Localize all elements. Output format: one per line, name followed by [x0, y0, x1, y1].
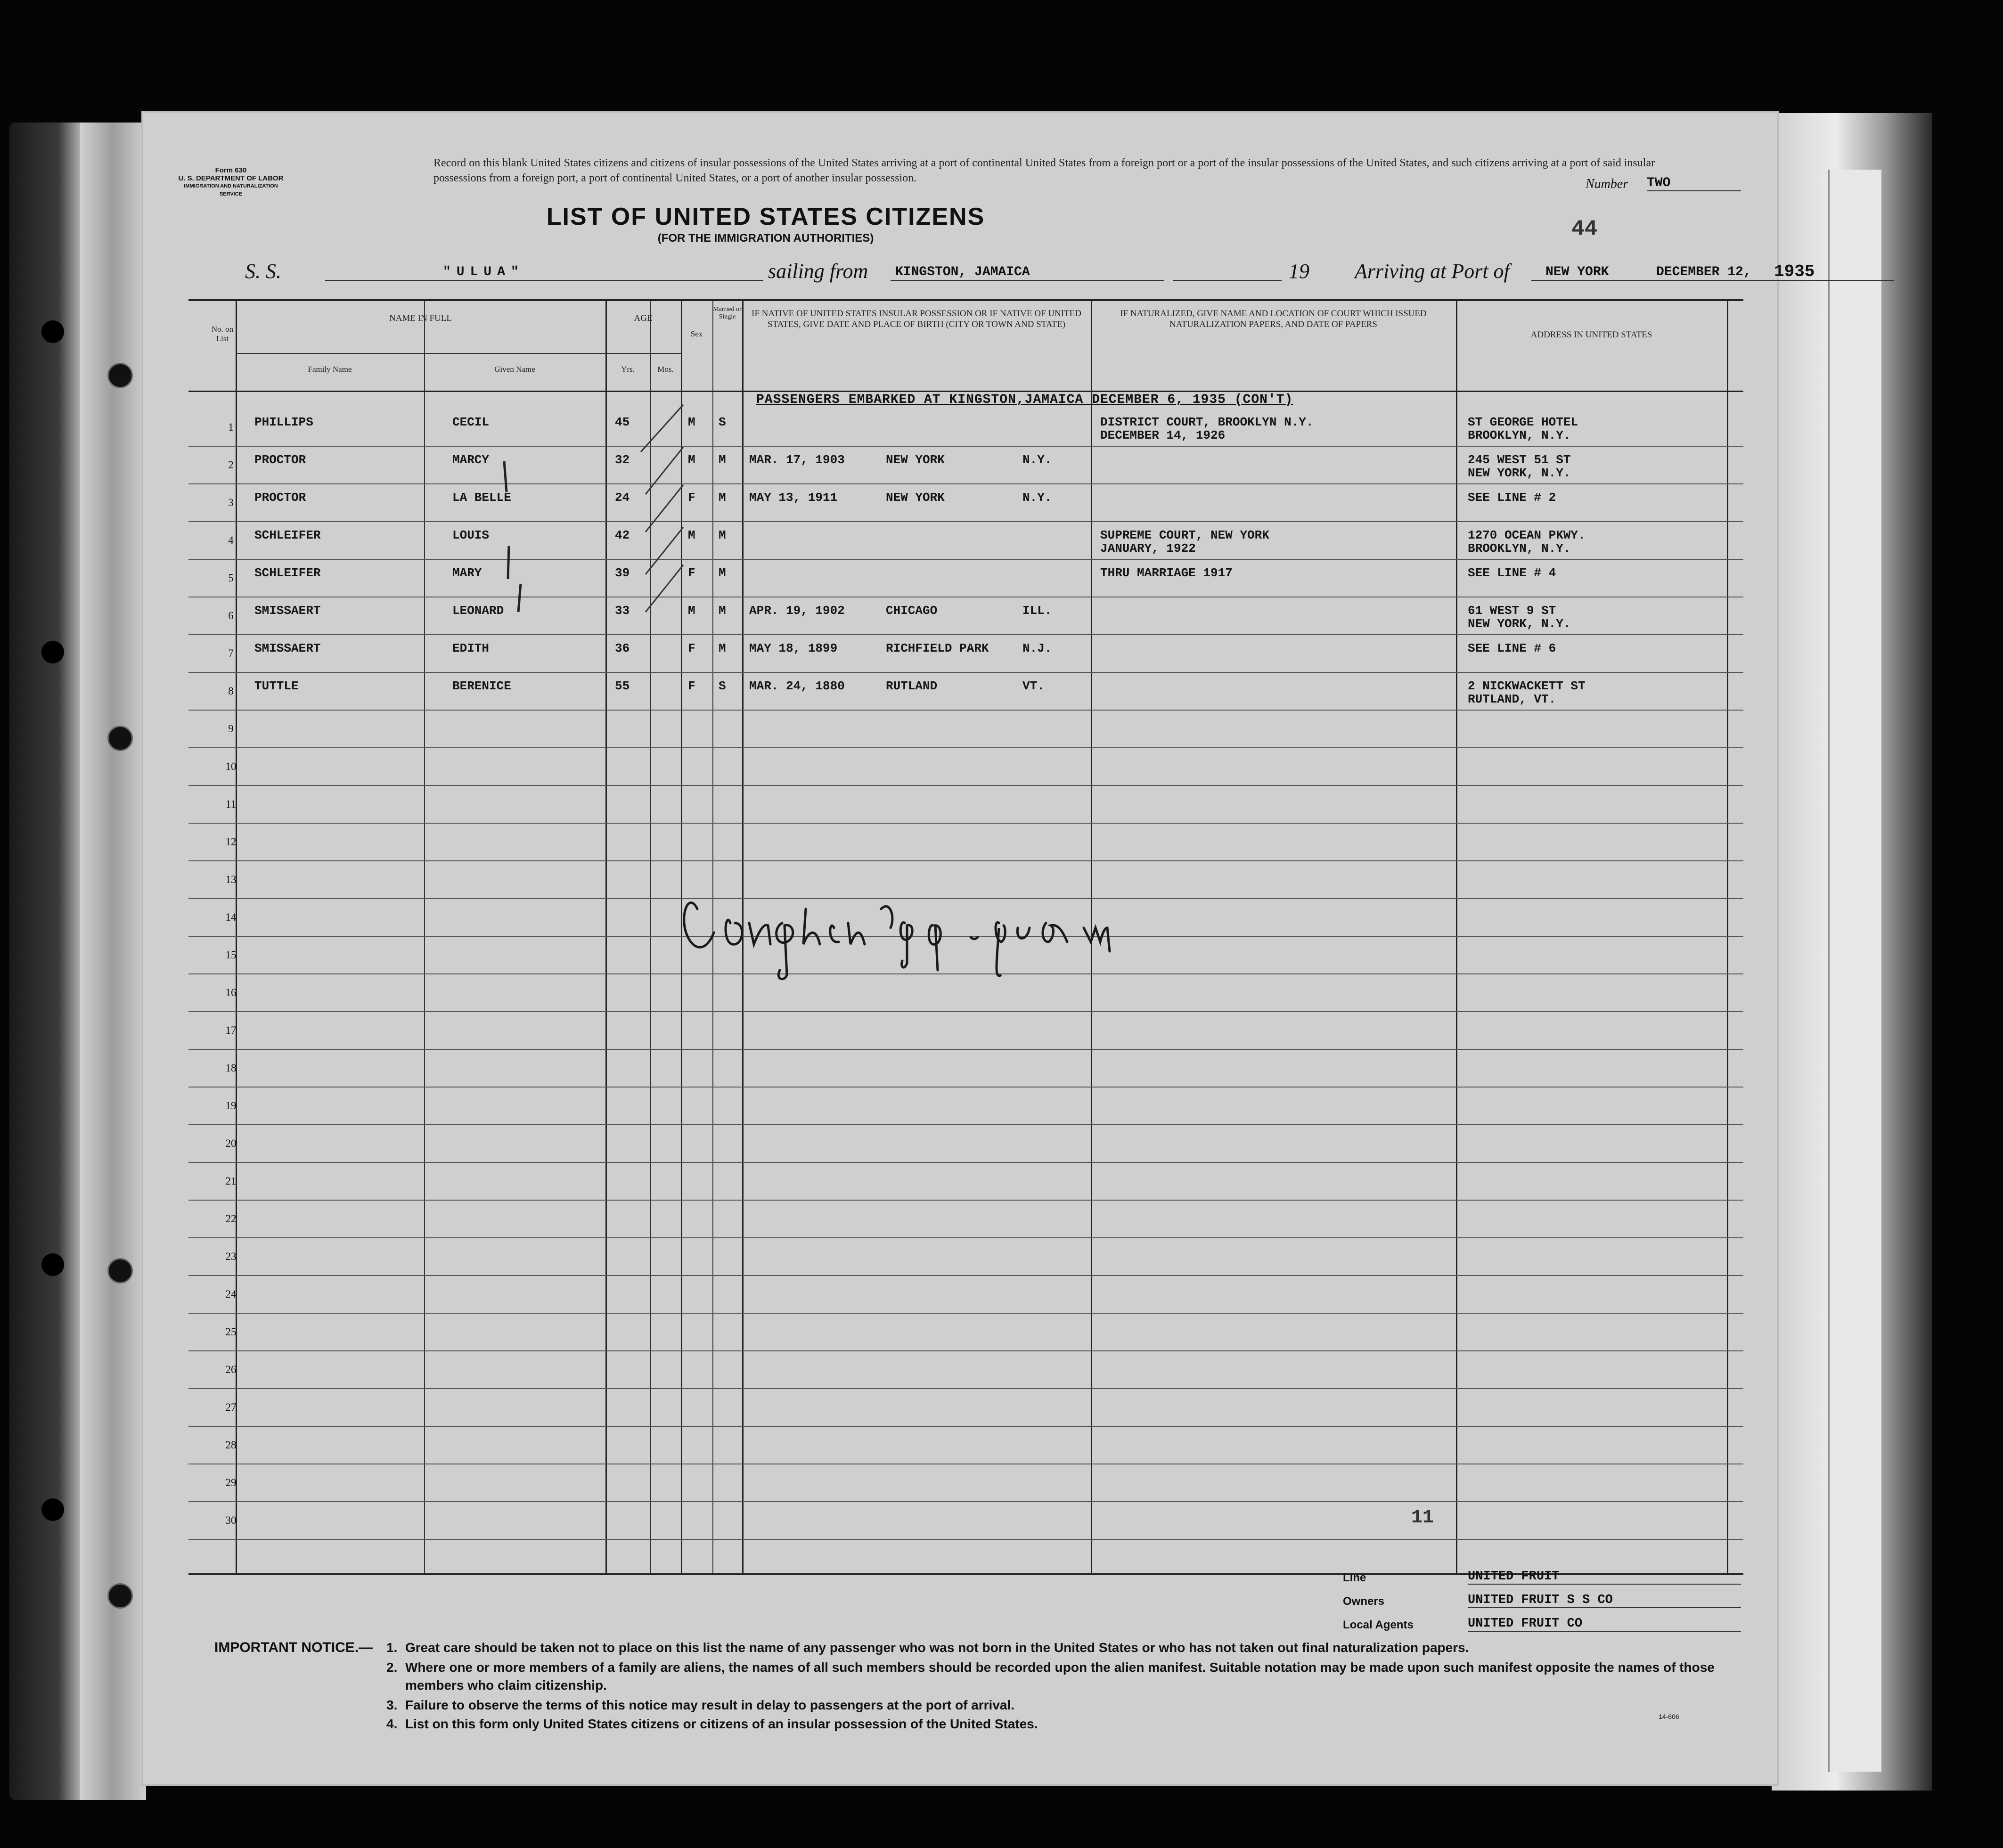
- row-number: 12: [225, 836, 237, 848]
- line-label: Line: [1343, 1571, 1366, 1584]
- cell-birth: MAR. 24, 1880: [749, 679, 845, 693]
- row-number: 22: [225, 1213, 237, 1225]
- table-row-rule: [188, 446, 1743, 447]
- row-number: 11: [225, 798, 237, 810]
- cell-given: CECIL: [452, 415, 490, 429]
- voyage-line: [245, 259, 1815, 287]
- ship-name: "ULUA": [443, 265, 524, 279]
- binder-hole: [107, 363, 133, 388]
- row-number: 28: [225, 1439, 237, 1451]
- table-row-rule: [188, 672, 1743, 673]
- table-row-rule: [188, 1313, 1743, 1314]
- row-number: 30: [225, 1514, 237, 1526]
- page-mark: 44: [1571, 217, 1598, 241]
- notice-item: 1. Great care should be taken not to place on this list the name of any passenger who was not born in the United States or who has not taken out final naturalization papers.: [386, 1640, 1469, 1655]
- age-check-marks: [631, 395, 726, 631]
- cell-place: NEW YORK: [886, 453, 945, 467]
- header-yrs: Yrs.: [621, 365, 635, 374]
- table-row-rule: [188, 1501, 1743, 1502]
- header-native: IF NATIVE OF UNITED STATES INSULAR POSSESSION OR IF NATIVE OF UNITED STATES, GIVE DATE AND PLACE OF BIRTH (CITY OR TOWN AND STATE): [752, 309, 1081, 329]
- cell-given: EDITH: [452, 641, 490, 655]
- stamp-number: 11: [1411, 1507, 1434, 1529]
- from-underline: [891, 280, 1164, 281]
- row-number: 26: [225, 1364, 237, 1375]
- cell-given: LEONARD: [452, 604, 504, 618]
- cell-ms: S: [719, 679, 726, 693]
- table-row-rule: [188, 1237, 1743, 1238]
- cell-sex: F: [688, 491, 695, 505]
- cell-address: SEE LINE # 4: [1468, 566, 1556, 580]
- cell-sex: M: [688, 453, 695, 467]
- cell-family: PROCTOR: [254, 453, 306, 467]
- year-prefix: 19: [1289, 260, 1309, 283]
- binder-page-edge: [1828, 170, 1881, 1772]
- row-number: 21: [225, 1175, 237, 1187]
- row-number: 10: [225, 760, 237, 772]
- row-number: 8: [228, 685, 234, 697]
- notice-item: 2. Where one or more members of a family are aliens, the names of all such members should be recorded upon the alien manifest. Suitable notation may be made upon such manifest opposite the names of those members who claim citizenship.: [386, 1660, 1715, 1693]
- arrival-year: 1935: [1774, 262, 1815, 281]
- arriving-label: Arriving at Port of: [1355, 260, 1510, 283]
- inspector-signature: [669, 881, 1187, 989]
- cell-place: RICHFIELD PARK: [886, 641, 989, 655]
- cell-state: N.J.: [1022, 641, 1052, 655]
- cell-birth: MAY 18, 1899: [749, 641, 838, 655]
- cell-birth: MAY 13, 1911: [749, 491, 838, 505]
- header-rule: [605, 353, 681, 354]
- header-family-name: Family Name: [308, 365, 352, 374]
- sailing-from: KINGSTON, JAMAICA: [895, 265, 1030, 279]
- header-age: AGE: [634, 313, 653, 323]
- form-instruction: Record on this blank United States citizens and citizens of insular possessions of the United States arriving at a port of continental United States from a foreign port or a port of the insular possessions of the United States, and such citizens arriving at a port of said insular possessions from a foreign port, a port of continental United States, or a port of another insular possession.: [433, 157, 1655, 184]
- header-name-in-full: NAME IN FULL: [389, 313, 452, 323]
- table-row-rule: [188, 1011, 1743, 1012]
- important-notice-title: IMPORTANT NOTICE.—: [214, 1640, 373, 1655]
- cell-ms: M: [719, 641, 726, 655]
- cell-place: RUTLAND: [886, 679, 938, 693]
- col-divider: [236, 301, 237, 1573]
- cell-address: 1270 OCEAN PKWY. BROOKLYN, N.Y.: [1468, 528, 1586, 556]
- notice-item: 4. List on this form only United States citizens or citizens of an insular possession of the United States.: [386, 1717, 1038, 1731]
- cell-age: 42: [615, 528, 630, 542]
- number-value: TWO: [1647, 176, 1741, 191]
- table-row-rule: [188, 1162, 1743, 1163]
- number-label: Number: [1586, 177, 1628, 191]
- binder-hole: [107, 1583, 133, 1609]
- cell-ms: M: [719, 566, 726, 580]
- cell-family: TUTTLE: [254, 679, 299, 693]
- sailing-label: sailing from: [768, 260, 868, 283]
- cell-address: SEE LINE # 2: [1468, 491, 1556, 505]
- table-row-rule: [188, 1200, 1743, 1201]
- row-number: 14: [225, 911, 237, 923]
- cell-ms: M: [719, 528, 726, 542]
- cell-naturalized: SUPREME COURT, NEW YORK JANUARY, 1922: [1100, 528, 1269, 556]
- agents-label: Local Agents: [1343, 1619, 1414, 1631]
- cell-address: ST GEORGE HOTEL BROOKLYN, N.Y.: [1468, 415, 1578, 442]
- binder-hole: [41, 320, 64, 343]
- owners-value: UNITED FRUIT S S CO: [1468, 1593, 1741, 1608]
- header-rule: [236, 353, 605, 354]
- cell-address: SEE LINE # 6: [1468, 641, 1556, 655]
- header-sex: Sex: [690, 329, 703, 338]
- cell-sex: F: [688, 566, 695, 580]
- table-row-rule: [188, 559, 1743, 560]
- cell-given: LOUIS: [452, 528, 490, 542]
- row-number: 5: [228, 572, 234, 584]
- cell-family: SCHLEIFER: [254, 566, 321, 580]
- ss-label: S. S.: [245, 260, 281, 283]
- header-married-single: Married or Single: [713, 306, 742, 320]
- row-number: 16: [225, 987, 237, 998]
- row-number: 29: [225, 1477, 237, 1488]
- table-row-rule: [188, 1049, 1743, 1050]
- header-mos: Mos.: [657, 365, 674, 374]
- binder-hole: [41, 641, 64, 663]
- row-number: 15: [225, 949, 237, 961]
- header-given-name: Given Name: [494, 365, 535, 374]
- table-row-rule: [188, 483, 1743, 484]
- table-row-rule: [188, 860, 1743, 861]
- col-divider: [1456, 301, 1457, 1573]
- cell-family: PROCTOR: [254, 491, 306, 505]
- binder-hole: [41, 1498, 64, 1521]
- cell-naturalized: THRU MARRIAGE 1917: [1100, 566, 1233, 580]
- form-number: Form 630: [215, 166, 247, 174]
- cell-age: 39: [615, 566, 630, 580]
- form-service: IMMIGRATION AND NATURALIZATION SERVICE: [184, 183, 278, 197]
- ship-underline: [325, 280, 763, 281]
- cell-state: ILL.: [1022, 604, 1052, 618]
- table-row-rule: [188, 634, 1743, 635]
- cell-family: SMISSAERT: [254, 641, 321, 655]
- row-number: 4: [228, 534, 234, 546]
- cell-given: MARCY: [452, 453, 490, 467]
- cell-age: 45: [615, 415, 630, 429]
- row-number: 23: [225, 1251, 237, 1262]
- table-row-rule: [188, 1426, 1743, 1427]
- page-title: LIST OF UNITED STATES CITIZENS: [546, 203, 985, 230]
- cell-place: CHICAGO: [886, 604, 938, 618]
- row-number: 13: [225, 874, 237, 885]
- arrival-date: DECEMBER 12,: [1656, 265, 1751, 279]
- cell-given: BERENICE: [452, 679, 511, 693]
- cell-state: N.Y.: [1022, 453, 1052, 467]
- row-number: 25: [225, 1326, 237, 1338]
- row-number: 19: [225, 1100, 237, 1112]
- check-marks: [438, 414, 532, 612]
- cell-address: 245 WEST 51 ST NEW YORK, N.Y.: [1468, 453, 1571, 480]
- table-row-rule: [188, 1350, 1743, 1351]
- cell-family: PHILLIPS: [254, 415, 313, 429]
- cell-state: N.Y.: [1022, 491, 1052, 505]
- row-number: 27: [225, 1401, 237, 1413]
- header-naturalized: IF NATURALIZED, GIVE NAME AND LOCATION OF COURT WHICH ISSUED NATURALIZATION PAPERS, AND DATE OF PAPERS: [1120, 309, 1427, 329]
- cell-sex: F: [688, 679, 695, 693]
- cell-birth: MAR. 17, 1903: [749, 453, 845, 467]
- form-code: 14-606: [1659, 1713, 1679, 1720]
- row-number: 7: [228, 647, 234, 659]
- arrival-port: NEW YORK: [1545, 265, 1609, 279]
- binder-hole: [107, 1258, 133, 1284]
- table-row-rule: [188, 1539, 1743, 1540]
- cell-age: 33: [615, 604, 630, 618]
- cell-age: 36: [615, 641, 630, 655]
- form-identifier: [177, 166, 285, 198]
- notice-item: 3. Failure to observe the terms of this notice may result in delay to passengers at the port of arrival.: [386, 1698, 1015, 1712]
- passenger-table: [188, 299, 1743, 1575]
- cell-naturalized: DISTRICT COURT, BROOKLYN N.Y. DECEMBER 14, 1926: [1100, 415, 1314, 442]
- row-number: 1: [228, 421, 234, 433]
- col-divider: [424, 301, 425, 1573]
- cell-sex: M: [688, 528, 695, 542]
- cell-ms: M: [719, 453, 726, 467]
- line-value: UNITED FRUIT: [1468, 1570, 1741, 1585]
- table-row-rule: [188, 785, 1743, 786]
- binder-hole: [41, 1253, 64, 1276]
- col-divider: [1727, 301, 1728, 1573]
- port-underline: [1531, 280, 1894, 281]
- table-row-rule: [188, 521, 1743, 522]
- table-row-rule: [188, 747, 1743, 748]
- cell-given: MARY: [452, 566, 482, 580]
- row-number: 6: [228, 610, 234, 621]
- cell-age: 24: [615, 491, 630, 505]
- agents-value: UNITED FRUIT CO: [1468, 1617, 1741, 1632]
- col-divider: [605, 301, 607, 1573]
- table-row-rule: [188, 710, 1743, 711]
- header-no-on-list: No. on List: [211, 325, 234, 343]
- embark-note: PASSENGERS EMBARKED AT KINGSTON,JAMAICA DECEMBER 6, 1935 (CON'T): [756, 392, 1293, 407]
- cell-age: 32: [615, 453, 630, 467]
- cell-sex: M: [688, 604, 695, 618]
- row-number: 9: [228, 723, 234, 735]
- row-number: 18: [225, 1062, 237, 1074]
- row-number: 24: [225, 1288, 237, 1300]
- table-row-rule: [188, 1388, 1743, 1389]
- cell-age: 55: [615, 679, 630, 693]
- table-row-rule: [188, 823, 1743, 824]
- cell-ms: M: [719, 491, 726, 505]
- cell-address: 61 WEST 9 ST NEW YORK, N.Y.: [1468, 604, 1571, 631]
- cell-place: NEW YORK: [886, 491, 945, 505]
- row-number: 3: [228, 497, 234, 508]
- table-row-rule: [188, 1124, 1743, 1125]
- page-subtitle: (FOR THE IMMIGRATION AUTHORITIES): [657, 232, 874, 245]
- row-number: 2: [228, 459, 234, 471]
- table-row-rule: [188, 1275, 1743, 1276]
- cell-given: LA BELLE: [452, 491, 511, 505]
- cell-address: 2 NICKWACKETT ST RUTLAND, VT.: [1468, 679, 1586, 706]
- header-bottom-rule: [188, 391, 1743, 392]
- cell-ms: M: [719, 604, 726, 618]
- cell-state: VT.: [1022, 679, 1045, 693]
- blank-underline: [1173, 280, 1282, 281]
- header-address: ADDRESS IN UNITED STATES: [1530, 330, 1652, 340]
- form-department: U. S. DEPARTMENT OF LABOR: [178, 174, 284, 182]
- manifest-sheet: [141, 111, 1815, 1786]
- cell-sex: M: [688, 415, 695, 429]
- cell-sex: F: [688, 641, 695, 655]
- row-number: 17: [225, 1024, 237, 1036]
- binder-hole: [107, 726, 133, 751]
- cell-family: SMISSAERT: [254, 604, 321, 618]
- cell-birth: APR. 19, 1902: [749, 604, 845, 618]
- owners-label: Owners: [1343, 1595, 1385, 1608]
- cell-ms: S: [719, 415, 726, 429]
- table-row-rule: [188, 1087, 1743, 1088]
- cell-family: SCHLEIFER: [254, 528, 321, 542]
- row-number: 20: [225, 1137, 237, 1149]
